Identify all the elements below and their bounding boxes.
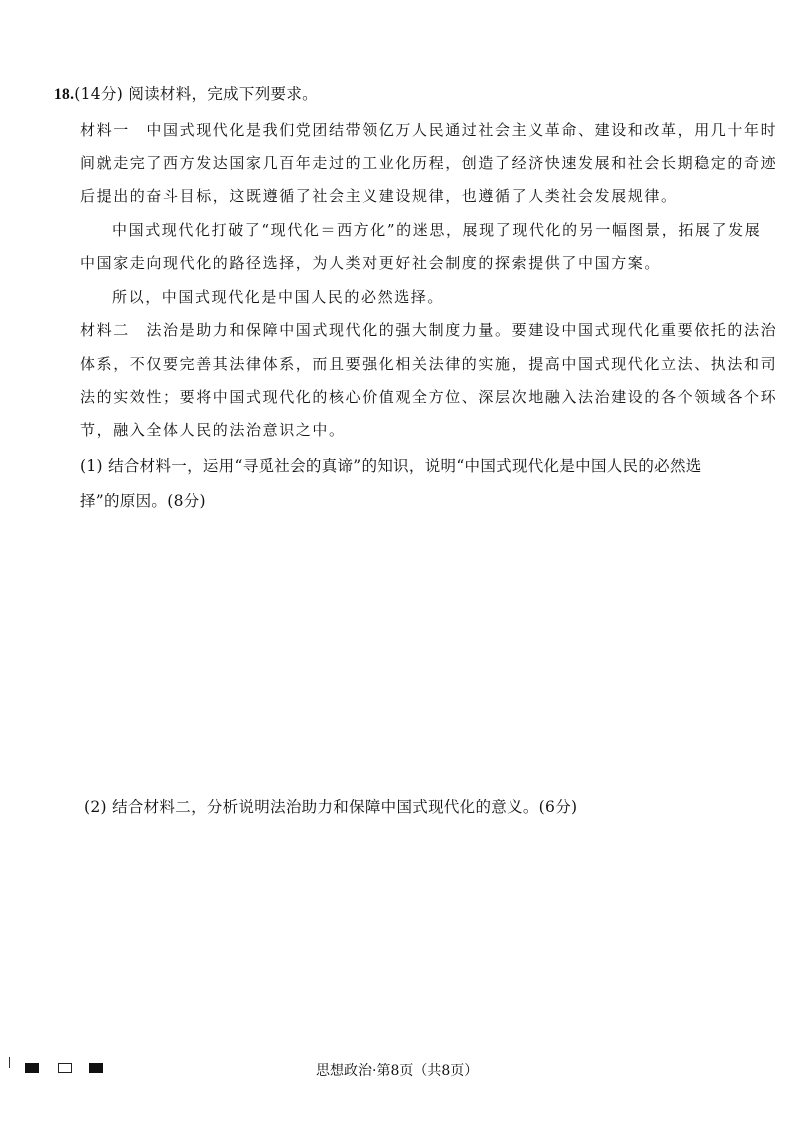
question-number: 18. <box>54 86 75 103</box>
margin-bracket-mark <box>6 1057 10 1068</box>
question-header <box>54 84 318 105</box>
sub-question-1-line-1: (1) 结合材料一，运用“寻觅社会的真谛”的知识，说明“中国式现代化是中国人民的必然选 <box>80 457 702 475</box>
material1-line-2: 间就走完了西方发达国家几百年走过的工业化历程，创造了经济快速发展和社会长期稳定的奇迹 <box>80 154 778 172</box>
material2-line-3: 法的实效性；要将中国式现代化的核心价值观全方位、深层次地融入法治建设的各个领域各个环 <box>80 388 778 406</box>
material2-line-1: 材料二 法治是助力和保障中国式现代化的强大制度力量。要建设中国式现代化重要依托的法治 <box>80 321 778 339</box>
material2-line-2: 体系，不仅要完善其法律体系，而且要强化相关法律的实施，提高中国式现代化立法、执法和司 <box>80 355 778 373</box>
material1-line-4: 中国式现代化打破了“现代化＝西方化”的迷思，展现了现代化的另一幅图景，拓展了发展 <box>112 221 762 239</box>
registration-mark-hollow <box>58 1063 72 1073</box>
material1-line-6: 所以，中国式现代化是中国人民的必然选择。 <box>112 288 445 306</box>
material1-line-5: 中国家走向现代化的路径选择，为人类对更好社会制度的探索提供了中国方案。 <box>80 254 662 272</box>
question-header-text: (14分) 阅读材料，完成下列要求。 <box>74 85 318 103</box>
material1-line-1: 材料一 中国式现代化是我们党团结带领亿万人民通过社会主义革命、建设和改革，用几十年时 <box>80 121 778 139</box>
page-footer: 思想政治·第8页（共8页） <box>316 1063 479 1079</box>
sub-question-1-line-2: 择”的原因。(8分) <box>80 492 206 510</box>
material2-line-4: 节，融入全体人民的法治意识之中。 <box>80 421 346 439</box>
registration-mark-filled-2 <box>89 1063 103 1073</box>
material1-line-3: 后提出的奋斗目标，这既遵循了社会主义建设规律，也遵循了人类社会发展规律。 <box>80 187 678 205</box>
registration-mark-filled-1 <box>25 1063 39 1073</box>
sub-question-2: (2) 结合材料二，分析说明法治助力和保障中国式现代化的意义。(6分) <box>84 798 578 816</box>
